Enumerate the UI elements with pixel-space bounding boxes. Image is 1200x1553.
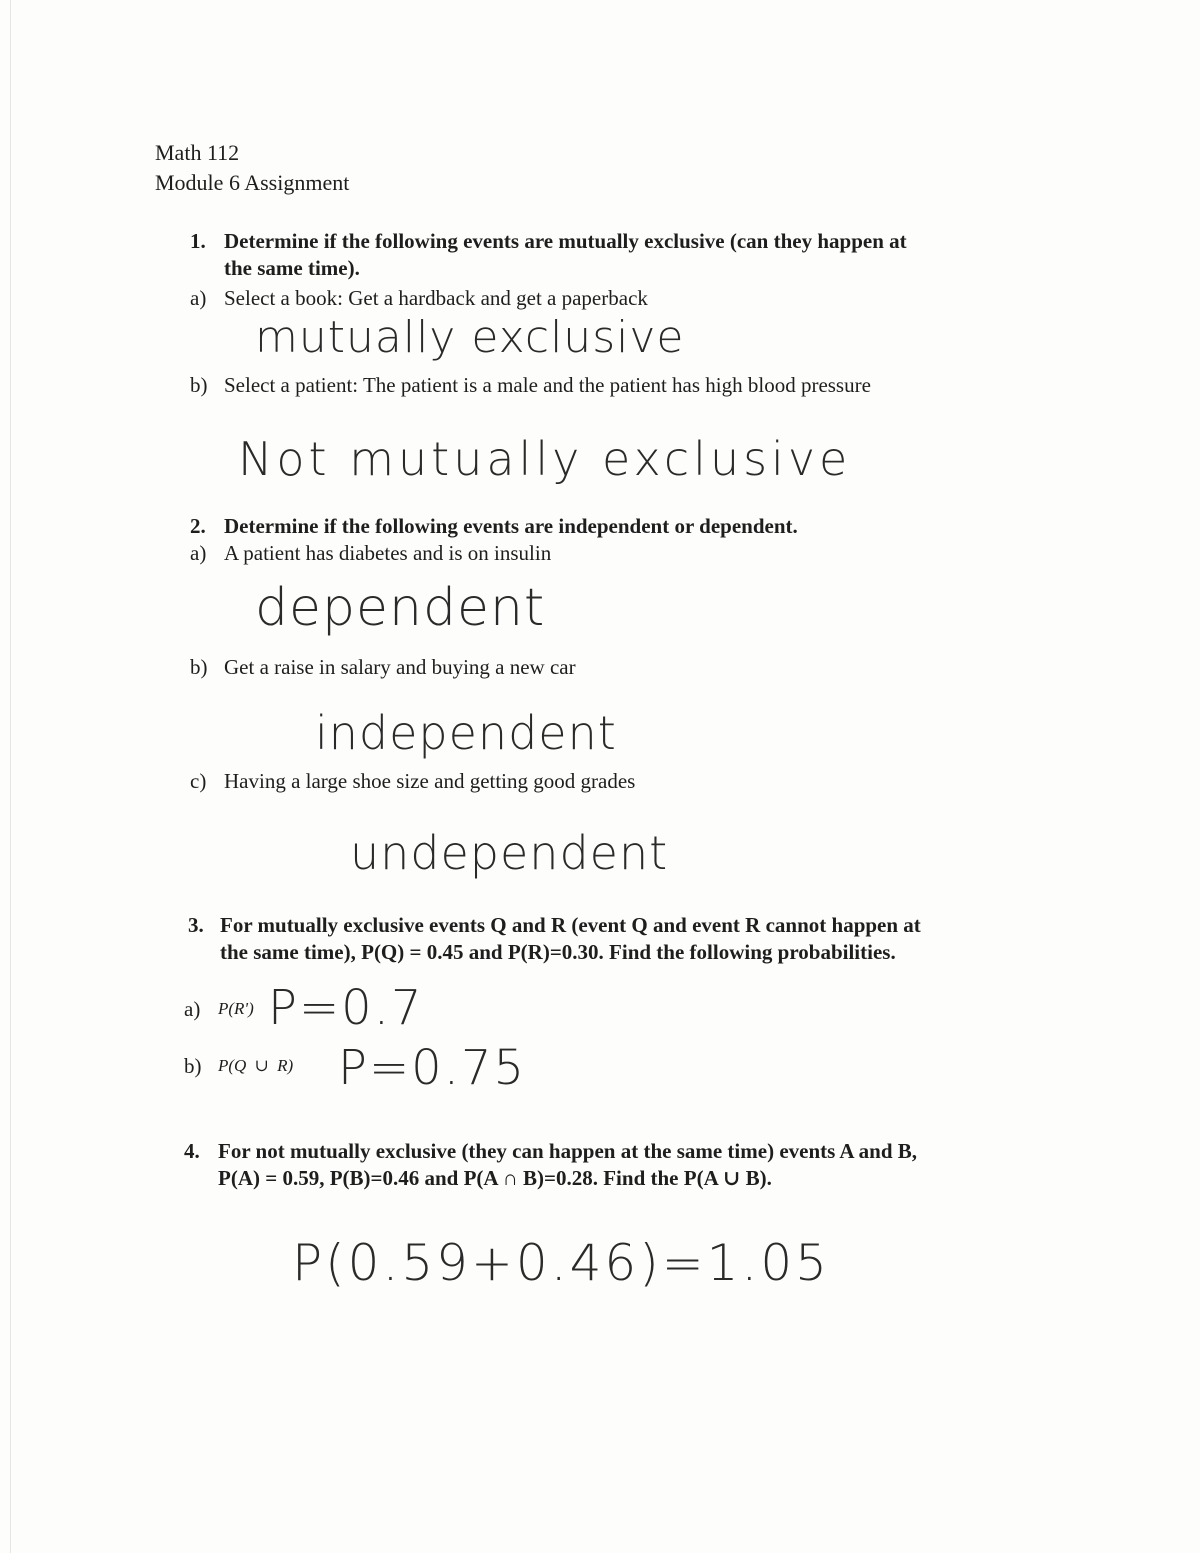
part-text: Select a book: Get a hardback and get a paperback — [224, 286, 648, 310]
question-text-line-1: For not mutually exclusive (they can happen at the same time) events A and B, — [218, 1139, 918, 1163]
handwritten-answer-2a: dependent — [255, 578, 546, 638]
document-header — [155, 138, 349, 198]
question-4 — [184, 1138, 1084, 1194]
page-edge — [10, 0, 11, 1553]
part-label: b) — [184, 1054, 202, 1078]
question-2b — [190, 654, 1070, 682]
assignment-title: Module 6 Assignment — [155, 170, 350, 195]
part-label: b) — [190, 655, 208, 679]
question-2c — [190, 768, 1070, 796]
question-number: 3. — [188, 913, 204, 937]
question-text-line-1: For mutually exclusive events Q and R (event Q and event R cannot happen at — [220, 913, 921, 937]
question-1b — [190, 372, 1070, 400]
part-label: c) — [190, 769, 207, 793]
question-number: 2. — [190, 514, 206, 538]
question-number: 4. — [184, 1139, 200, 1163]
question-text-line-1: Determine if the following events are mutually exclusive (can they happen at — [224, 229, 907, 253]
part-label: a) — [184, 997, 201, 1021]
handwritten-answer-2b: independent — [315, 706, 617, 760]
question-2a — [190, 540, 1070, 568]
question-2 — [190, 513, 1070, 541]
question-1a — [190, 285, 1070, 313]
handwritten-answer-3b: P=0.75 — [338, 1040, 527, 1096]
part-text: A patient has diabetes and is on insulin — [224, 541, 552, 565]
part-expression: P(Q ∪ R) — [218, 1056, 294, 1075]
part-label: a) — [190, 541, 207, 565]
part-text: Select a patient: The patient is a male and the patient has high blood pressure — [224, 373, 871, 397]
handwritten-answer-2c: undependent — [350, 826, 669, 880]
handwritten-answer-4: P(0.59+0.46)=1.05 — [292, 1234, 830, 1292]
question-number: 1. — [190, 229, 206, 253]
handwritten-answer-1a: mutually exclusive — [255, 312, 685, 363]
question-1 — [190, 228, 1070, 284]
question-text-line-2: the same time), P(Q) = 0.45 and P(R)=0.30. Find the following probabilities. — [220, 940, 896, 964]
question-text: Determine if the following events are independent or dependent. — [224, 514, 798, 538]
part-text: Having a large shoe size and getting good grades — [224, 769, 636, 793]
question-3 — [188, 912, 1068, 968]
part-label: b) — [190, 373, 208, 397]
part-text: Get a raise in salary and buying a new car — [224, 655, 576, 679]
handwritten-answer-1b: Not mutually exclusive — [238, 432, 852, 486]
part-label: a) — [190, 286, 207, 310]
question-text-line-2: the same time). — [224, 256, 360, 280]
part-expression: P(R') — [218, 999, 254, 1018]
question-text-line-2: P(A) = 0.59, P(B)=0.46 and P(A ∩ B)=0.28. Find the P(A ∪ B). — [218, 1166, 772, 1190]
course-title: Math 112 — [155, 140, 240, 165]
handwritten-answer-3a: P=0.7 — [268, 980, 424, 1036]
